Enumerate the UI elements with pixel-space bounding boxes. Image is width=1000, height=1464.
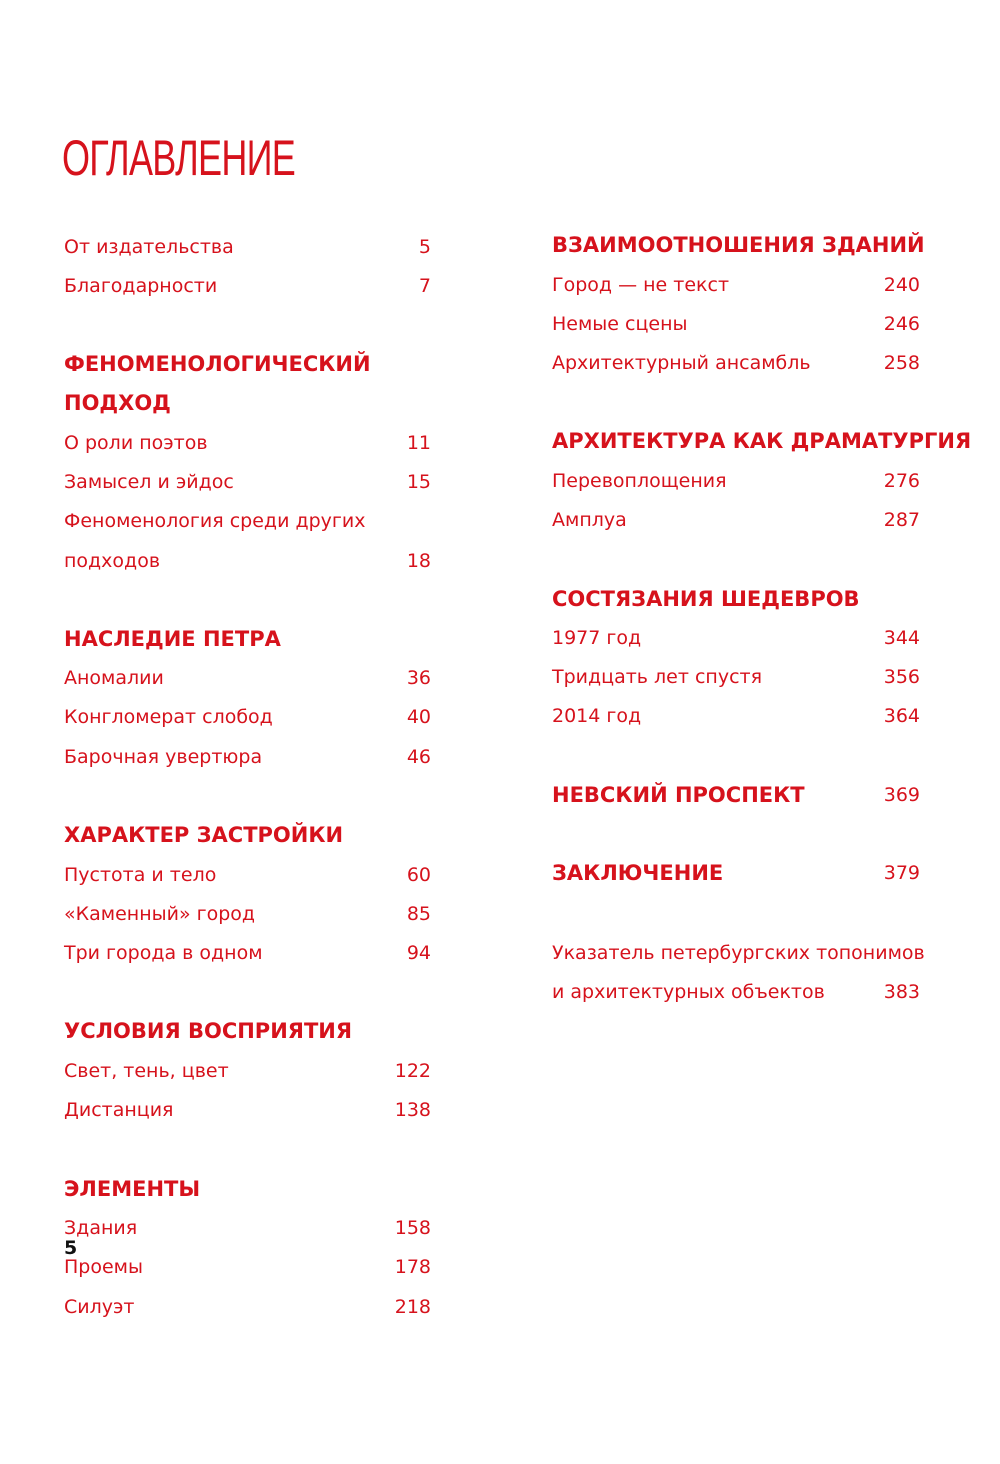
toc-entry-page: 60 xyxy=(406,864,431,886)
toc-entry-label: От издательства xyxy=(64,236,234,258)
toc-entry-page: 356 xyxy=(883,666,920,688)
toc-entry[interactable] xyxy=(552,501,920,540)
toc-entry-page: 7 xyxy=(418,275,431,297)
toc-entry-page: 11 xyxy=(406,432,431,454)
toc-entry-label: Амплуа xyxy=(552,509,627,531)
toc-entry-label: Тридцать лет спустя xyxy=(552,666,763,688)
section-heading-label: НАСЛЕДИЕ ПЕТРА xyxy=(64,627,281,651)
toc-entry-label: 2014 год xyxy=(552,705,642,727)
toc-entry[interactable] xyxy=(64,502,431,541)
toc-entry-label: Архитектурный ансамбль xyxy=(552,352,811,374)
section-heading-label: НЕВСКИЙ ПРОСПЕКТ xyxy=(552,783,805,807)
toc-entry[interactable] xyxy=(64,1288,431,1327)
section-heading[interactable] xyxy=(64,620,431,659)
section-heading[interactable] xyxy=(552,776,920,815)
toc-entry-page: 364 xyxy=(883,705,920,727)
toc-entry[interactable] xyxy=(64,463,431,502)
toc-entry-label: О роли поэтов xyxy=(64,432,208,454)
toc-entry[interactable] xyxy=(552,697,920,736)
section-heading[interactable] xyxy=(552,422,972,461)
toc-entry[interactable] xyxy=(552,973,920,1012)
toc-entry-label: и архитектурных объектов xyxy=(552,981,825,1003)
toc-entry-page: 344 xyxy=(883,627,920,649)
section-heading-label: ЭЛЕМЕНТЫ xyxy=(64,1177,201,1201)
section-heading-label: АРХИТЕКТУРА КАК ДРАМАТУРГИЯ xyxy=(552,429,972,453)
section-heading-label: ВЗАИМООТНОШЕНИЯ ЗДАНИЙ xyxy=(552,233,925,257)
toc-entry-page: 36 xyxy=(406,667,431,689)
toc-entry-label: Перевоплощения xyxy=(552,470,727,492)
toc-entry-label: Свет, тень, цвет xyxy=(64,1060,229,1082)
toc-entry-label: Аномалии xyxy=(64,667,164,689)
toc-entry-page: 369 xyxy=(883,784,920,806)
toc-entry[interactable] xyxy=(552,305,920,344)
toc-entry-label: Здания xyxy=(64,1217,138,1239)
toc-entry[interactable] xyxy=(552,462,920,501)
section-heading[interactable] xyxy=(552,226,925,265)
toc-entry-page: 94 xyxy=(406,942,431,964)
section-heading[interactable] xyxy=(552,854,920,893)
section-heading-label: ПОДХОД xyxy=(64,391,171,415)
toc-entry-page: 240 xyxy=(883,274,920,296)
toc-entry-label: Благодарности xyxy=(64,275,218,297)
toc-entry[interactable] xyxy=(64,934,431,973)
toc-entry-page: 5 xyxy=(418,236,431,258)
toc-entry-page: 40 xyxy=(406,706,431,728)
toc-entry[interactable] xyxy=(64,895,431,934)
page-title: ОГЛАВЛЕНИЕ xyxy=(62,130,296,186)
toc-entry-page: 85 xyxy=(406,903,431,925)
toc-entry-page: 258 xyxy=(883,352,920,374)
toc-entry-page: 46 xyxy=(406,746,431,768)
toc-entry-page: 18 xyxy=(406,550,431,572)
toc-entry-page: 218 xyxy=(394,1296,431,1318)
toc-entry[interactable] xyxy=(64,1209,431,1248)
toc-entry[interactable] xyxy=(64,856,431,895)
toc-entry-page: 379 xyxy=(883,862,920,884)
toc-entry-label: Конгломерат слобод xyxy=(64,706,273,728)
toc-entry-label: подходов xyxy=(64,550,161,572)
toc-entry-label: Проемы xyxy=(64,1256,143,1278)
section-heading[interactable] xyxy=(64,345,431,384)
toc-entry-label: Указатель петербургских топонимов xyxy=(552,942,925,964)
toc-entry-page: 138 xyxy=(394,1099,431,1121)
toc-entry[interactable] xyxy=(64,738,431,777)
toc-entry-page: 122 xyxy=(394,1060,431,1082)
toc-entry-page: 15 xyxy=(406,471,431,493)
section-heading-label: ФЕНОМЕНОЛОГИЧЕСКИЙ xyxy=(64,352,371,376)
section-heading-label: ХАРАКТЕР ЗАСТРОЙКИ xyxy=(64,823,344,847)
toc-entry-label: Дистанция xyxy=(64,1099,174,1121)
toc-entry[interactable] xyxy=(552,266,920,305)
toc-entry-label: Пустота и тело xyxy=(64,864,217,886)
toc-entry[interactable] xyxy=(64,1248,431,1287)
toc-entry[interactable] xyxy=(552,658,920,697)
section-heading[interactable] xyxy=(64,1012,431,1051)
toc-entry-label: Немые сцены xyxy=(552,313,688,335)
toc-entry-label: Замысел и эйдос xyxy=(64,471,234,493)
toc-entry-page: 178 xyxy=(394,1256,431,1278)
toc-entry[interactable] xyxy=(64,1091,431,1130)
toc-entry-page: 287 xyxy=(883,509,920,531)
toc-entry[interactable] xyxy=(64,698,431,737)
toc-entry[interactable] xyxy=(552,619,920,658)
toc-entry[interactable] xyxy=(64,659,431,698)
toc-entry[interactable] xyxy=(64,1052,431,1091)
section-heading-label: СОСТЯЗАНИЯ ШЕДЕВРОВ xyxy=(552,587,860,611)
toc-entry-page: 276 xyxy=(883,470,920,492)
toc-entry-label: Барочная увертюра xyxy=(64,746,263,768)
page-number: 5 xyxy=(64,1237,78,1259)
toc-entry-label: 1977 год xyxy=(552,627,642,649)
toc-entry-page: 246 xyxy=(883,313,920,335)
toc-entry[interactable] xyxy=(64,228,431,267)
section-heading[interactable] xyxy=(64,816,431,855)
section-heading-label: ЗАКЛЮЧЕНИЕ xyxy=(552,861,724,885)
toc-entry[interactable] xyxy=(552,934,925,973)
toc-entry-label: Три города в одном xyxy=(64,942,263,964)
toc-entry[interactable] xyxy=(64,542,431,581)
toc-entry-label: Город — не текст xyxy=(552,274,730,296)
toc-entry-label: Феноменология среди других xyxy=(64,510,366,532)
toc-entry[interactable] xyxy=(552,344,920,383)
section-heading[interactable] xyxy=(64,1170,431,1209)
toc-entry[interactable] xyxy=(64,424,431,463)
toc-entry[interactable] xyxy=(64,267,431,306)
section-heading[interactable] xyxy=(552,580,920,619)
section-heading-label: УСЛОВИЯ ВОСПРИЯТИЯ xyxy=(64,1019,353,1043)
section-heading[interactable] xyxy=(64,384,431,423)
toc-entry-label: Силуэт xyxy=(64,1296,135,1318)
toc-entry-page: 383 xyxy=(883,981,920,1003)
toc-entry-page: 158 xyxy=(394,1217,431,1239)
toc-entry-label: «Каменный» город xyxy=(64,903,256,925)
